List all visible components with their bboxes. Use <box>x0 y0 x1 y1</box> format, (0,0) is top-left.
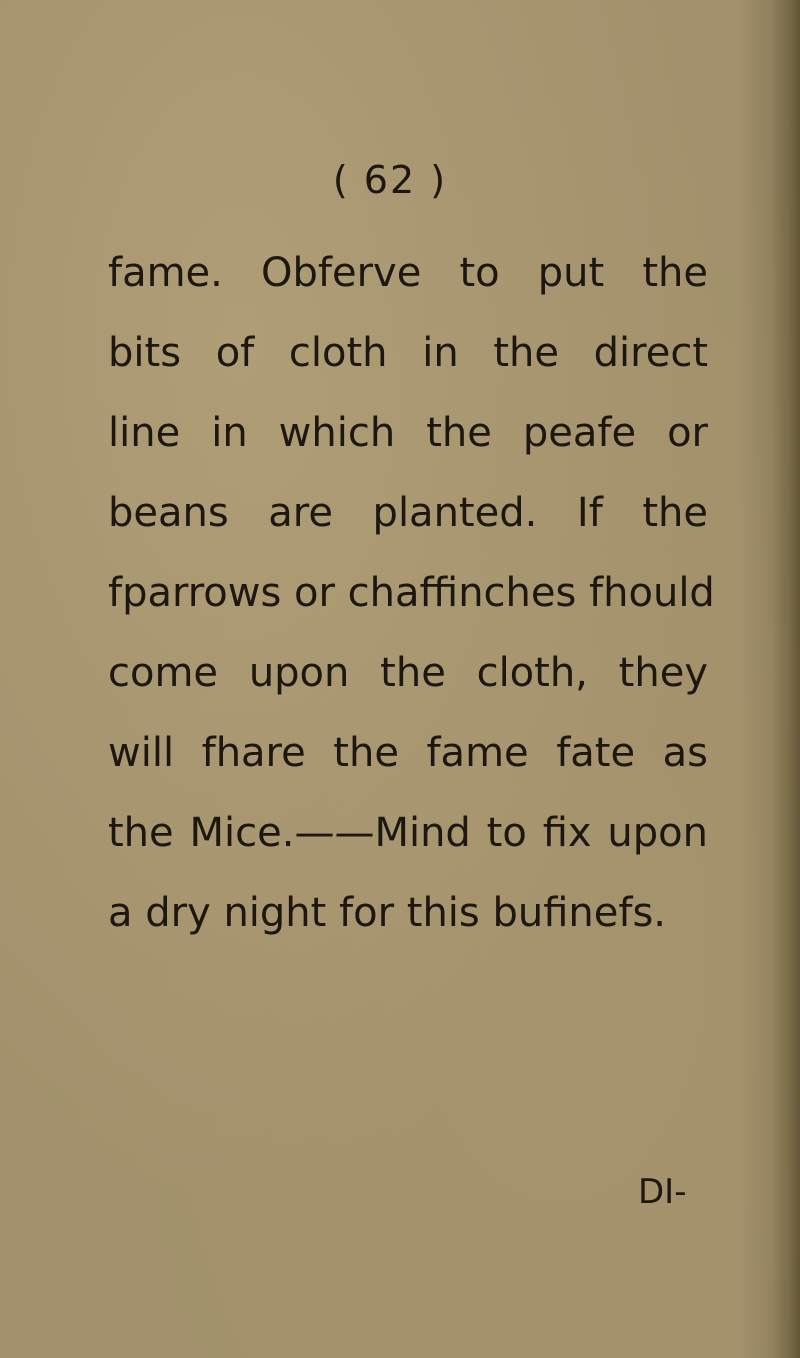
text-line: the Mice.——Mind to fix upon <box>108 810 708 856</box>
text-line: line in which the peafe or <box>108 410 708 456</box>
text-line: fame. Obferve to put the <box>108 250 708 296</box>
text-line: bits of cloth in the direct <box>108 330 708 376</box>
text-line: will fhare the fame fate as <box>108 730 708 776</box>
text-line: come upon the cloth, they <box>108 650 708 696</box>
catchword: DI- <box>638 1172 687 1212</box>
page-edge-shadow <box>772 0 800 1358</box>
text-line: fparrows or chaffinches fhould <box>108 570 715 616</box>
page-number: ( 62 ) <box>332 158 448 202</box>
text-line: beans are planted. If the <box>108 490 708 536</box>
body-text <box>108 244 715 964</box>
text-line: a dry night for this bufinefs. <box>108 890 667 936</box>
